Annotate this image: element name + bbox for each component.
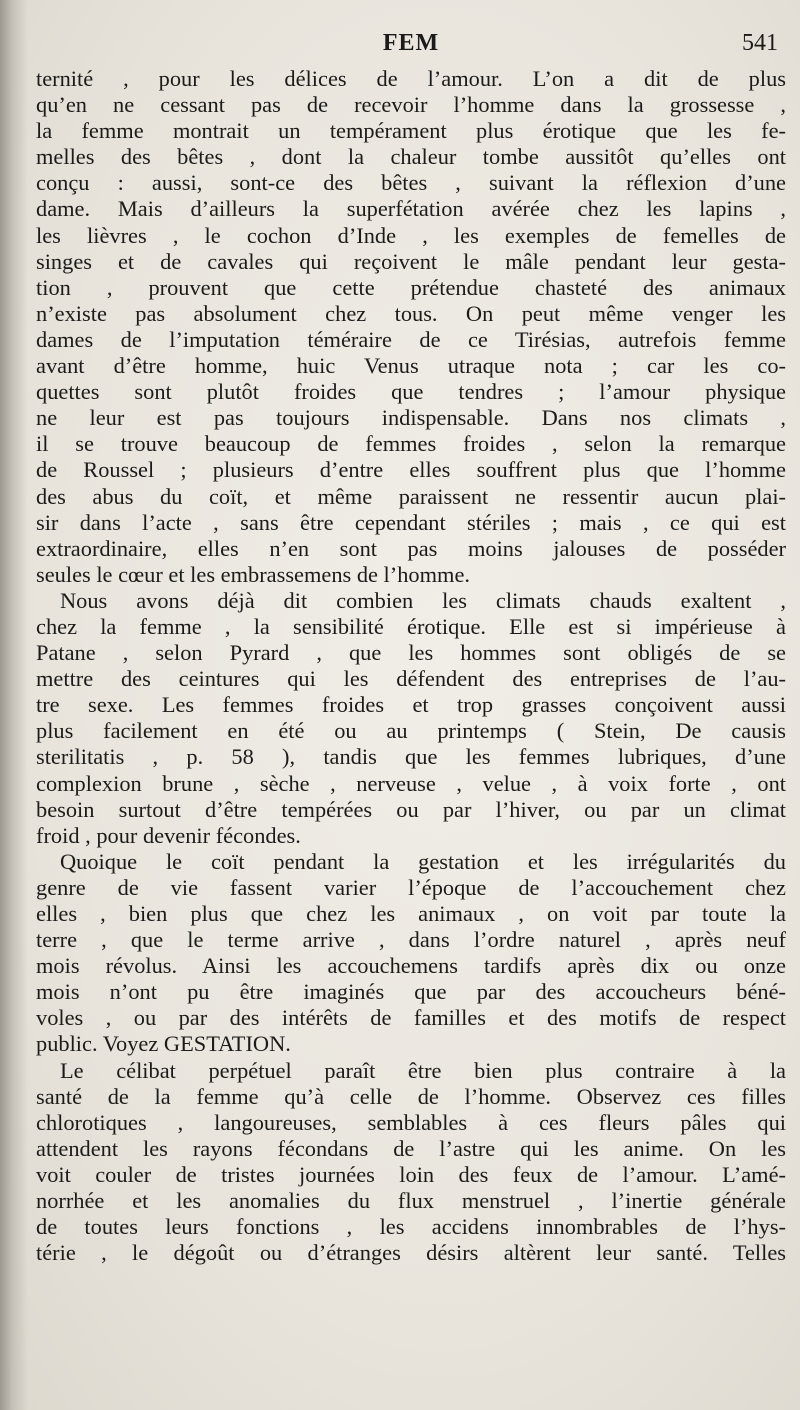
text-line: de toutes leurs fonctions , les accidens innombrables de l’hys- <box>36 1214 786 1240</box>
text-line: norrhée et les anomalies du flux menstruel , l’inertie générale <box>36 1188 786 1214</box>
text-line: sterilitatis , p. 58 ), tandis que les femmes lubriques, d’une <box>36 744 786 770</box>
text-line: ternité , pour les délices de l’amour. L’on a dit de plus <box>36 66 786 91</box>
text-line: seules le cœur et les embrassemens de l’homme. <box>36 561 470 587</box>
text-line: tre sexe. Les femmes froides et trop grasses conçoivent aussi <box>36 692 786 718</box>
text-line: terre , que le terme arrive , dans l’ordre naturel , après neuf <box>36 927 786 953</box>
text-line: chlorotiques , langoureuses, semblables à ces fleurs pâles qui <box>36 1109 786 1135</box>
running-head: FEM <box>382 30 440 56</box>
text-line: n’existe pas absolument chez tous. On peut même venger les <box>36 300 786 326</box>
text-line: melles des bêtes , dont la chaleur tombe aussitôt qu’elles ont <box>36 144 786 170</box>
text-line: besoin surtout d’être tempérées ou par l’hiver, ou par un climat <box>36 796 786 822</box>
text-line: térie , le dégoût ou d’étranges désirs altèrent leur santé. Telles <box>36 1240 786 1266</box>
text-line: les lièvres , le cochon d’Inde , les exemples de femelles de <box>36 222 786 248</box>
text-line: qu’en ne cessant pas de recevoir l’homme dans la grossesse , <box>36 92 786 118</box>
text-line: Nous avons déjà dit combien les climats chauds exaltent , <box>60 587 786 613</box>
text-line: Quoique le coït pendant la gestation et les irrégularités du <box>60 848 786 874</box>
text-line: voles , ou par des intérêts de familles et des motifs de respect <box>36 1005 786 1031</box>
text-line: chez la femme , la sensibilité érotique. Elle est si impérieuse à <box>36 613 786 639</box>
text-line: avant d’être homme, huic Venus utraque nota ; car les co- <box>36 353 786 379</box>
text-line: santé de la femme qu’à celle de l’homme. Observez ces filles <box>36 1083 786 1109</box>
text-line: singes et de cavales qui reçoivent le mâle pendant leur gesta- <box>36 248 786 274</box>
text-line: de Roussel ; plusieurs d’entre elles souffrent plus que l’homme <box>36 457 786 483</box>
text-line: la femme montrait un tempérament plus érotique que les fe- <box>36 118 786 144</box>
text-line: mois révolus. Ainsi les accouchemens tardifs après dix ou onze <box>36 953 786 979</box>
text-line: Le célibat perpétuel paraît être bien plus contraire à la <box>60 1057 786 1083</box>
text-line: extraordinaire, elles n’en sont pas moins jalouses de posséder <box>36 535 786 561</box>
text-line: dame. Mais d’ailleurs la superfétation avérée chez les lapins , <box>36 196 786 222</box>
text-line: public. Voyez GESTATION. <box>36 1031 291 1057</box>
text-line: des abus du coït, et même paraissent ne ressentir aucun plai- <box>36 483 786 509</box>
text-line: mettre des ceintures qui les défendent des entreprises de l’au- <box>36 666 786 692</box>
text-line: quettes sont plutôt froides que tendres ; l’amour physique <box>36 379 786 405</box>
text-line: conçu : aussi, sont-ce des bêtes , suivant la réflexion d’une <box>36 170 786 196</box>
text-line: sir dans l’acte , sans être cependant stériles ; mais , ce qui est <box>36 509 786 535</box>
text-line: tion , prouvent que cette prétendue chasteté des animaux <box>36 274 786 300</box>
text-line: mois n’ont pu être imaginés que par des accoucheurs béné- <box>36 979 786 1005</box>
page-header <box>36 30 786 70</box>
text-line: complexion brune , sèche , nerveuse , velue , à voix forte , ont <box>36 770 786 796</box>
text-line: voit couler de tristes journées loin des feux de l’amour. L’amé- <box>36 1161 786 1187</box>
text-line: genre de vie fassent varier l’époque de l’accouchement chez <box>36 874 786 900</box>
text-line: elles , bien plus que chez les animaux , on voit par toute la <box>36 901 786 926</box>
text-line: ne leur est pas toujours indispensable. Dans nos climats , <box>36 405 786 431</box>
text-line: Patane , selon Pyrard , que les hommes sont obligés de se <box>36 640 786 666</box>
text-line: dames de l’imputation téméraire de ce Tirésias, autrefois femme <box>36 326 786 352</box>
text-line: il se trouve beaucoup de femmes froides , selon la remarque <box>36 431 786 457</box>
text-line: froid , pour devenir fécondes. <box>36 822 301 848</box>
page-gutter-shadow <box>0 0 28 1410</box>
text-line: attendent les rayons fécondans de l’astre qui les anime. On les <box>36 1135 786 1161</box>
page-number: 541 <box>742 30 778 56</box>
body-text <box>36 66 786 1266</box>
text-line: plus facilement en été ou au printemps ( Stein, De causis <box>36 718 786 744</box>
